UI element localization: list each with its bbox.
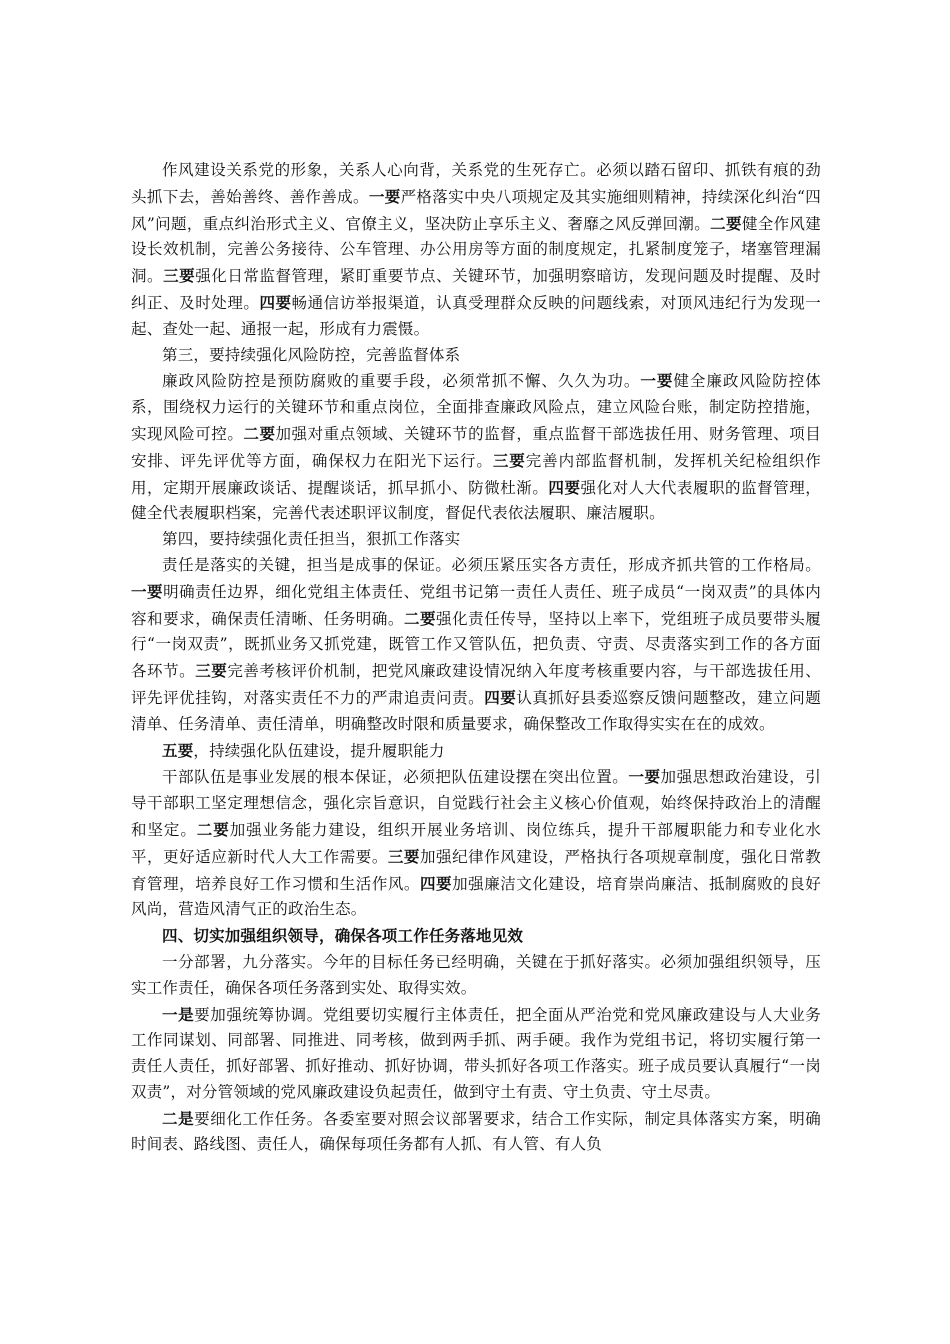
body-paragraph [131,1106,821,1159]
section-heading [131,343,821,369]
body-paragraph [131,158,821,343]
bold-marker: 四、切实加强组织领导，确保各项工作任务落地见效 [162,926,524,946]
bold-marker: 五要 [162,740,194,760]
text-run: 第三，要持续强化风险防控，完善监督体系 [162,345,461,364]
text-run: 明确责任边界，细化党组主体责任、党组书记第一责任人责任、班子成员“一岗双责”的具体内容和要求，确保责任清晰、任务明确。 [131,582,821,628]
text-run: 作风建设关系党的形象，关系人心向背，关系党的生死存亡。必须以踏石留印、抓铁有痕的劲头抓下去，善始善终、善作善成。 [131,161,821,206]
body-paragraph [131,368,821,527]
bold-marker: 一要 [628,767,661,787]
section-heading [131,738,821,765]
text-run: 要细化工作任务。各委室要对照会议部署要求，结合工作实际，制定具体落实方案，明确时间表、路线图、责任人，确保每项任务都有人抓、有人管、有人负 [131,1109,821,1154]
bold-marker: 三要 [492,450,526,470]
body-paragraph [131,1002,821,1106]
text-run: 完善考核评价机制，把党风廉政建设情况纳入年度考核重要内容，与干部选拔任用、评先评优挂钩，对落实责任不力的严肃追责问责。 [131,662,821,707]
bold-marker: 二要 [243,423,276,443]
text-run: 严格落实中央八项规定及其实施细则精神，持续深化纠治“四风”问题，重点纠治形式主义、官僚主义，坚决防止享乐主义、奢靡之风反弹回潮。 [131,187,821,233]
bold-marker: 二要 [196,819,230,839]
bold-marker: 三要 [163,266,196,286]
text-run: 责任是落实的关键，担当是成事的保证。必须压紧压实各方责任，形成齐抓共管的工作格局。 [162,555,821,574]
text-run: 健全廉政风险防控体系，围绕权力运行的关键环节和重点岗位，全面排查廉政风险点，建立风险台账，制定防控措施，实现风险可控。 [131,372,821,443]
bold-marker: 一是 [162,1004,195,1024]
text-run: 廉政风险防控是预防腐败的重要手段，必须常抓不懈、久久为功。 [162,372,641,391]
section-heading [131,527,821,553]
bold-marker: 二要 [403,608,437,628]
bold-marker: 三要 [195,661,228,681]
text-run: 完善内部监督机制，发挥机关纪检组织作用，定期开展廉政谈话、提醒谈话，抓早抓小、防微杜渐。 [131,451,821,497]
text-run: 加强廉洁文化建设，培育崇尚廉洁、抵制腐败的良好风尚，营造风清气正的政治生态。 [131,874,821,919]
bold-marker: 一要 [131,581,164,601]
text-run: 健全作风建设长效机制，完善公务接待、公车管理、办公用房等方面的制度规定，扎紧制度笼子，堵塞管理漏洞。 [131,214,821,286]
text-run: 强化日常监督管理，紧盯重要节点、关键环节，加强明察暗访，发现问题及时提醒、及时纠正、及时处理。 [131,267,821,312]
text-run: 加强业务能力建设，组织开展业务培训、岗位练兵，提升干部履职能力和专业化水平，更好适应新时代人大工作需要。 [131,820,822,866]
text-run: 强化对人大代表履职的监督管理，健全代表履职档案，完善代表述职评议制度，督促代表依法履职、廉洁履职。 [131,478,821,523]
bold-marker: 二要 [710,213,742,233]
bold-marker: 一要 [640,371,674,391]
text-run: 干部队伍是事业发展的根本保证，必须把队伍建设摆在突出位置。 [162,768,629,787]
bold-marker: 一要 [368,186,401,206]
text-run: 强化责任传导，坚持以上率下，党组班子成员要带头履行“一岗双责”，既抓业务又抓党建，既管工作又管队伍，把负责、守责、尽责落实到工作的各方面各环节。 [131,609,821,681]
text-run: 加强纪律作风建设，严格执行各项规章制度，强化日常教育管理，培养良好工作习惯和生活作风。 [131,847,821,893]
text-run: 一分部署，九分落实。今年的目标任务已经明确，关键在于抓好落实。必须加强组织领导，压实工作责任，确保各项任务落到实处、取得实效。 [131,952,821,997]
bold-marker: 四要 [419,873,453,893]
text-run: 加强思想政治建设，引导干部职工坚定理想信念，强化宗旨意识，自觉践行社会主义核心价值观，始终保持政治上的清醒和坚定。 [131,768,821,839]
body-paragraph [131,950,821,1002]
bold-marker: 二是 [162,1108,195,1128]
bold-marker: 四要 [548,477,581,497]
text-run: ，持续强化队伍建设，提升履职能力 [193,741,445,760]
section-heading [131,923,821,950]
text-run: 第四，要持续强化责任担当，狠抓工作落实 [162,530,461,549]
text-run: 要加强统筹协调。党组要切实履行主体责任，把全面从严治党和党风廉政建设与人大业务工作同谋划、同部署、同推进、同考核，做到两手抓、两手硬。我作为党组书记，将切实履行第一责任人责任，抓好部署、抓好推动、抓好协调，带头抓好各项工作落实。班子成员要认真履行“一岗双责”，对分管领域的党风廉政建设负起责任，做到守土有责、守土负责、守土尽责。 [131,1005,821,1101]
bold-marker: 三要 [387,846,420,866]
text-run: 认真抓好县委巡察反馈问题整改，建立问题清单、任务清单、责任清单，明确整改时限和质量要求，确保整改工作取得实实在在的成效。 [131,688,821,733]
document-page [131,158,821,1158]
text-run: 加强对重点领域、关键环节的监督，重点监督干部选拔任用、财务管理、项目安排、评先评优等方面，确保权力在阳光下运行。 [131,424,821,470]
bold-marker: 四要 [259,292,292,312]
body-paragraph [131,553,821,738]
body-paragraph [131,764,821,923]
bold-marker: 四要 [484,687,517,707]
text-run: 畅通信访举报渠道，认真受理群众反映的问题线索，对顶风违纪行为发现一起、查处一起、通报一起，形成有力震慑。 [131,293,821,338]
